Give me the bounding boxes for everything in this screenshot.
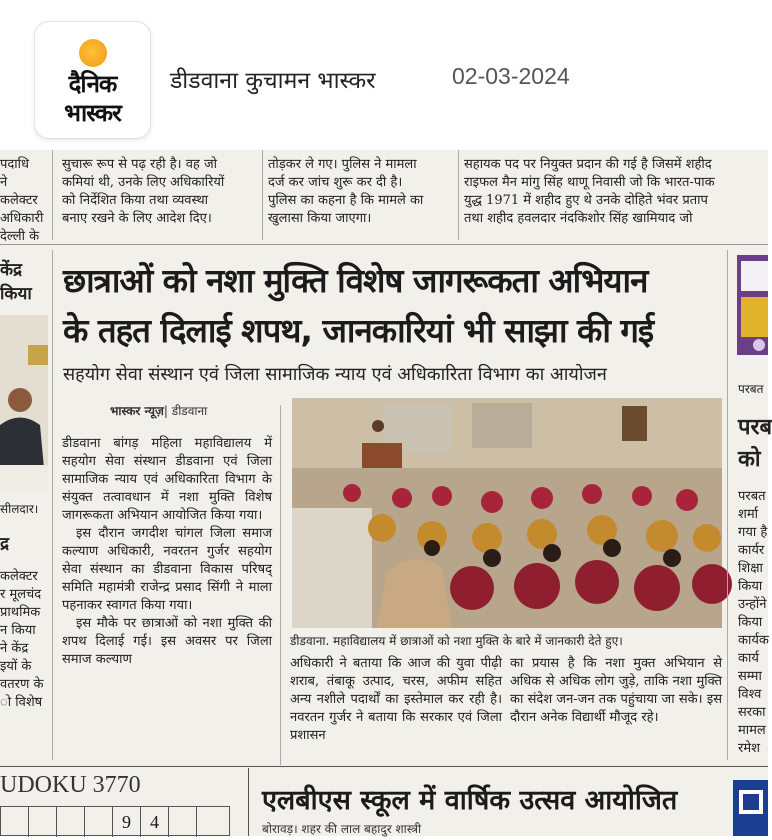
dainik-bhaskar-logo[interactable] [35,22,150,138]
photo-caption: डीडवाना. महाविद्यालय में छात्राओं को नशा मुक्ति के बारे में जानकारी देते हुए। [290,634,623,648]
section-divider [0,766,768,767]
column-divider [280,405,281,765]
article-body-col2 [290,655,502,755]
left-photo-caption: सीलदार। [0,502,39,516]
sudoku-title: UDOKU 3770 [0,772,141,798]
top-strip-left: पदाधि ने कलेक्टर अधिकारी देल्ली के [0,157,44,244]
section-divider [0,244,768,245]
article-headline-line-1: छात्राओं को नशा मुक्ति विशेष जागरूकता अभियान [63,261,648,300]
right-story-heading: परब को [738,415,772,472]
article-photo [292,398,722,628]
sudoku-cell [197,807,225,837]
left-story-photo [0,315,48,490]
dateline-source: भास्कर न्यूज़ [110,404,164,418]
article-body-col1 [62,435,272,775]
right-story-body: परबत शर्मा गया है कार्यर शिक्षा किया उन्होंने किया कार्यक कार्य सम्मा विश्व सरका मामल रमेश [738,489,769,756]
story2-headline: एलबीएस स्कूल में वार्षिक उत्सव आयोजित [262,785,678,816]
sudoku-grid [0,806,230,836]
story2-lead: बोरावड़। शहर की लाल बहादुर शास्त्री [262,822,422,836]
article-paragraph-1: डीडवाना बांगड़ महिला महाविद्यालय में सहयोग सेवा संस्थान डीडवाना एवं जिला सामाजिक न्याय एवं अधिकारिता विभाग के संयुक्त तत्वावधान में नशा मुक्ति विशेष जागरूकता अभियान आयोजित किया गया। [62,436,272,523]
sudoku-cell [57,807,85,837]
sudoku-cell [169,807,197,837]
left-story-subheading: द्र [0,534,10,554]
left-story-heading: केंद्र किया [0,260,32,304]
column-divider [458,150,459,240]
article-paragraph-5: का प्रयास है कि नशा मुक्त अभियान से अधिक से अधिक लोग जुड़े, ताकि नशा मुक्ति का संदेश जन-जन तक पहुंचाया जा सके। इस दौरान अनेक विद्यार्थी मौजूद रहे। [510,656,722,725]
edition-title: डीडवाना कुचामन भास्कर [170,68,376,94]
bottom-right-advert [733,780,768,836]
sudoku-cell: 9 [113,807,141,837]
left-story-body: कलेक्टर र मूलचंद प्राथमिक न किया ने केंद्र इयों के वतरण के ो विशेष [0,569,44,710]
article-body-col3 [510,655,722,755]
article-paragraph-3: इस मौके पर छात्राओं को नशा मुक्ति की शपथ दिलाई गई। इस अवसर पर जिला समाज कल्याण [62,616,272,667]
column-divider [727,250,728,760]
top-strip-col3: सहायक पद पर नियुक्त प्रदान की गई है जिसमें शहीद राइफल मैन मांगु सिंह थाणू निवासी जो कि भारत-पाक युद्ध 1971 में शहीद हुए थे उनके दोहिते भंवर प्रताप तथा शहीद हवलदार नंदकिशोर सिंह खामियाद जो [464,157,715,226]
right-advert [737,255,768,355]
column-divider [52,250,53,760]
sudoku-cell [29,807,57,837]
article-paragraph-2: इस दौरान जगदीश चांगल जिला समाज कल्याण अधिकारी, नवरतन गुर्जर सहयोग सेवा संस्थान का डीडवाना विकास परिषद् समिति महामंत्री राजेन्द्र प्रसाद सिंगी ने माला पहनाकर स्वागत किया गया। [62,526,272,613]
article-headline-line-2: के तहत दिलाई शपथ, जानकारियां भी साझा की गई [63,311,654,350]
sudoku-cell [1,807,29,837]
sun-logo-icon [79,39,107,67]
sudoku-cell [85,807,113,837]
right-story-label: परबत [738,382,764,396]
dateline-place: डीडवाना [171,404,208,418]
column-divider [52,150,53,240]
logo-word-2: भास्कर [64,99,121,127]
column-divider [248,768,249,836]
top-strip-col1: सुचारू रूप से पढ़ रही है। वह जो कमियां थी, उनके लिए अधिकारियों को निर्देशित किया तथा व्यवस्था बनाए रखने के लिए आदेश दिए। [62,157,225,226]
logo-word-1: दैनिक [68,70,117,98]
article-paragraph-4: अधिकारी ने बताया कि आज की युवा पीढ़ी शराब, तंबाकू उत्पाद, चरस, अफीम सहित अन्य नशीले पदार्थों का इस्तेमाल कर रही है। नवरतन गुर्जर ने बताया कि सरकार एवं जिला प्रशासन [290,656,502,743]
article-subheadline: सहयोग सेवा संस्थान एवं जिला सामाजिक न्याय एवं अधिकारिता विभाग का आयोजन [63,364,607,385]
edition-date: 02-03-2024 [452,63,570,89]
app-header [0,0,768,150]
top-strip-col2: तोड़कर ले गए। पुलिस ने मामला दर्ज कर जांच शुरू कर दी है। पुलिस का कहना है कि मामले का खुलासा किया जाएगा। [268,157,424,226]
column-divider [262,150,263,240]
epaper-page[interactable] [0,150,772,836]
sudoku-cell: 4 [141,807,169,837]
article-dateline: भास्कर न्यूज़| डीडवाना [110,404,208,418]
